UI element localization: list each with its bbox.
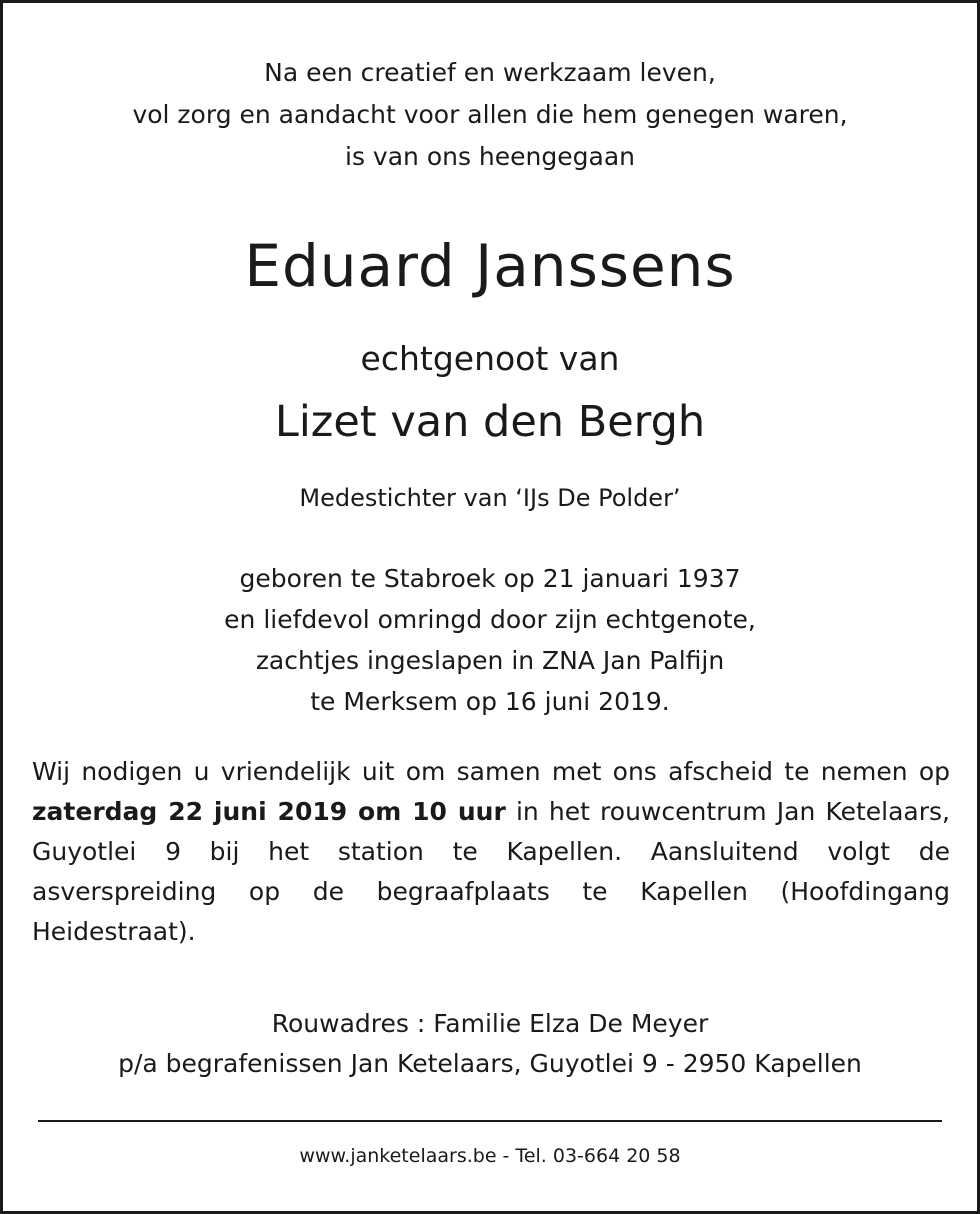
mourning-address (0, 1004, 980, 1084)
intro-line-1: Na een creatief en werkzaam leven, (264, 58, 716, 87)
birth-death-details (0, 558, 980, 722)
birth-line-4: te Merksem op 16 juni 2019. (310, 687, 670, 716)
invitation-text-after: in het rouwcentrum Jan Ketelaars, Guyotlei 9 bij het station te Kapellen. Aansluitend volgt de asverspreiding op de begraafplaats te Kapellen (Hoofdingang Heidestraat). (32, 797, 951, 946)
divider-line (38, 1120, 942, 1122)
birth-line-2: en liefdevol omringd door zijn echtgenote, (224, 605, 756, 634)
birth-line-1: geboren te Stabroek op 21 januari 1937 (239, 564, 741, 593)
deceased-name: Eduard Janssens (244, 232, 736, 300)
spouse-label: echtgenoot van (360, 339, 620, 378)
address-line-2: p/a begrafenissen Jan Ketelaars, Guyotlei 9 - 2950 Kapellen (118, 1049, 862, 1078)
spouse-name: Lizet van den Bergh (274, 397, 706, 447)
intro-line-3: is van ons heengegaan (345, 142, 635, 171)
footer-contact: www.janketelaars.be - Tel. 03-664 20 58 (299, 1145, 681, 1167)
role-text: Medestichter van ‘IJs De Polder’ (299, 484, 681, 512)
intro-line-2: vol zorg en aandacht voor allen die hem genegen waren, (132, 100, 848, 129)
invitation-text-before: Wij nodigen u vriendelijk uit om samen met ons afscheid te nemen op (32, 757, 950, 786)
birth-line-3: zachtjes ingeslapen in ZNA Jan Palfijn (255, 646, 725, 675)
intro-text (0, 52, 980, 178)
invitation-date-time: zaterdag 22 juni 2019 om 10 uur (32, 797, 506, 826)
invitation-paragraph (32, 752, 950, 952)
address-line-1: Rouwadres : Familie Elza De Meyer (271, 1009, 709, 1038)
